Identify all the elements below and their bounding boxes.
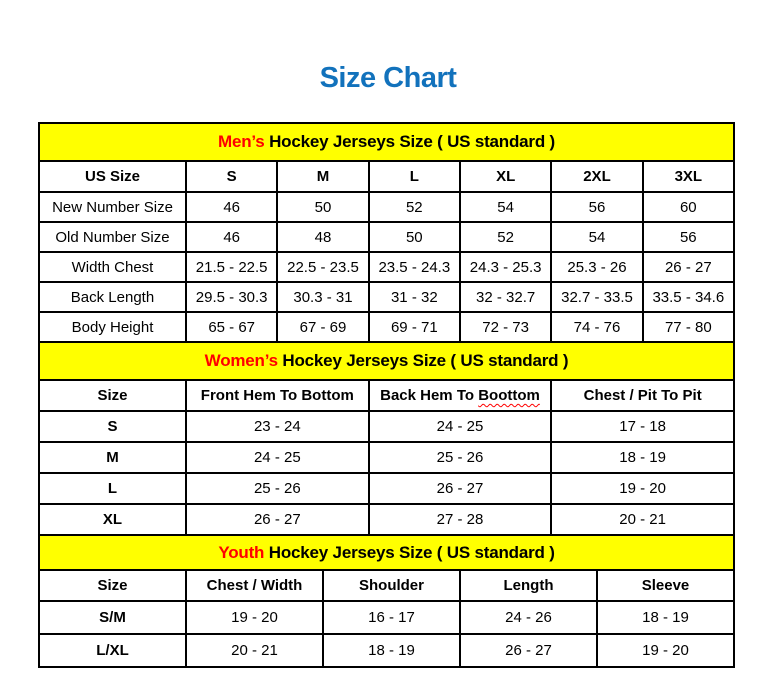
data-cell: 18 - 19 xyxy=(323,634,460,667)
data-cell: 65 - 67 xyxy=(186,312,277,342)
womens-size-table xyxy=(38,341,735,536)
table-row xyxy=(39,411,734,442)
table-row xyxy=(39,282,734,312)
youth-column-header: Shoulder xyxy=(323,570,460,601)
data-cell: 32.7 - 33.5 xyxy=(551,282,642,312)
table-row xyxy=(39,252,734,282)
data-cell: 74 - 76 xyxy=(551,312,642,342)
data-cell: 48 xyxy=(277,222,368,252)
row-label: L/XL xyxy=(39,634,186,667)
data-cell: 20 - 21 xyxy=(551,504,734,535)
data-cell: 16 - 17 xyxy=(323,601,460,634)
mens-section-title xyxy=(39,123,734,161)
row-label: L xyxy=(39,473,186,504)
data-cell: 17 - 18 xyxy=(551,411,734,442)
row-label: S xyxy=(39,411,186,442)
womens-column-header: Front Hem To Bottom xyxy=(186,380,369,411)
data-cell: 27 - 28 xyxy=(369,504,552,535)
data-cell: 26 - 27 xyxy=(460,634,597,667)
data-cell: 18 - 19 xyxy=(551,442,734,473)
row-label: Body Height xyxy=(39,312,186,342)
data-cell: 23.5 - 24.3 xyxy=(369,252,460,282)
table-row xyxy=(39,504,734,535)
mens-column-header: US Size xyxy=(39,161,186,192)
youth-column-header: Size xyxy=(39,570,186,601)
data-cell: 26 - 27 xyxy=(643,252,734,282)
data-cell: 52 xyxy=(460,222,551,252)
data-cell: 24 - 26 xyxy=(460,601,597,634)
page-title: Size Chart xyxy=(319,62,457,94)
data-cell: 20 - 21 xyxy=(186,634,323,667)
data-cell: 22.5 - 23.5 xyxy=(277,252,368,282)
womens-column-header: Back Hem To Boottom xyxy=(369,380,552,411)
mens-column-header: XL xyxy=(460,161,551,192)
mens-column-header: M xyxy=(277,161,368,192)
table-row xyxy=(39,192,734,222)
mens-column-header: L xyxy=(369,161,460,192)
data-cell: 19 - 20 xyxy=(551,473,734,504)
misspelled-word: Boottom xyxy=(478,387,540,404)
table-row xyxy=(39,473,734,504)
row-label: S/M xyxy=(39,601,186,634)
data-cell: 72 - 73 xyxy=(460,312,551,342)
data-cell: 67 - 69 xyxy=(277,312,368,342)
womens-section-title xyxy=(39,342,734,380)
data-cell: 18 - 19 xyxy=(597,601,734,634)
data-cell: 21.5 - 22.5 xyxy=(186,252,277,282)
data-cell: 56 xyxy=(643,222,734,252)
data-cell: 24.3 - 25.3 xyxy=(460,252,551,282)
row-label: XL xyxy=(39,504,186,535)
row-label: New Number Size xyxy=(39,192,186,222)
mens-column-header: 2XL xyxy=(551,161,642,192)
section-title-text: Hockey Jerseys Size ( US standard ) xyxy=(277,351,569,370)
data-cell: 33.5 - 34.6 xyxy=(643,282,734,312)
data-cell: 46 xyxy=(186,192,277,222)
youth-column-header: Sleeve xyxy=(597,570,734,601)
youth-column-header: Chest / Width xyxy=(186,570,323,601)
data-cell: 26 - 27 xyxy=(369,473,552,504)
data-cell: 52 xyxy=(369,192,460,222)
table-row xyxy=(39,601,734,634)
youth-section-title xyxy=(39,535,734,570)
data-cell: 54 xyxy=(551,222,642,252)
data-cell: 30.3 - 31 xyxy=(277,282,368,312)
data-cell: 54 xyxy=(460,192,551,222)
table-row xyxy=(39,634,734,667)
data-cell: 32 - 32.7 xyxy=(460,282,551,312)
data-cell: 56 xyxy=(551,192,642,222)
youth-column-header: Length xyxy=(460,570,597,601)
mens-column-header: S xyxy=(186,161,277,192)
mens-column-header: 3XL xyxy=(643,161,734,192)
womens-column-header: Chest / Pit To Pit xyxy=(551,380,734,411)
data-cell: 26 - 27 xyxy=(186,504,369,535)
data-cell: 69 - 71 xyxy=(369,312,460,342)
data-cell: 60 xyxy=(643,192,734,222)
data-cell: 31 - 32 xyxy=(369,282,460,312)
data-cell: 50 xyxy=(369,222,460,252)
data-cell: 24 - 25 xyxy=(186,442,369,473)
womens-column-header: Size xyxy=(39,380,186,411)
data-cell: 25.3 - 26 xyxy=(551,252,642,282)
data-cell: 77 - 80 xyxy=(643,312,734,342)
data-cell: 29.5 - 30.3 xyxy=(186,282,277,312)
size-chart-container xyxy=(38,122,735,668)
section-title-accent: Women’s xyxy=(204,351,278,370)
row-label: Old Number Size xyxy=(39,222,186,252)
data-cell: 46 xyxy=(186,222,277,252)
section-title-accent: Men’s xyxy=(218,132,265,151)
data-cell: 25 - 26 xyxy=(186,473,369,504)
section-title-text: Hockey Jerseys Size ( US standard ) xyxy=(264,132,555,151)
row-label: Width Chest xyxy=(39,252,186,282)
data-cell: 23 - 24 xyxy=(186,411,369,442)
data-cell: 25 - 26 xyxy=(369,442,552,473)
data-cell: 50 xyxy=(277,192,368,222)
data-cell: 19 - 20 xyxy=(597,634,734,667)
mens-size-table xyxy=(38,122,735,343)
section-title-accent: Youth xyxy=(218,542,265,562)
data-cell: 24 - 25 xyxy=(369,411,552,442)
row-label: M xyxy=(39,442,186,473)
data-cell: 19 - 20 xyxy=(186,601,323,634)
table-row xyxy=(39,312,734,342)
youth-size-table xyxy=(38,534,735,668)
row-label: Back Length xyxy=(39,282,186,312)
table-row xyxy=(39,442,734,473)
section-title-text: Hockey Jerseys Size ( US standard ) xyxy=(264,542,555,562)
table-row xyxy=(39,222,734,252)
